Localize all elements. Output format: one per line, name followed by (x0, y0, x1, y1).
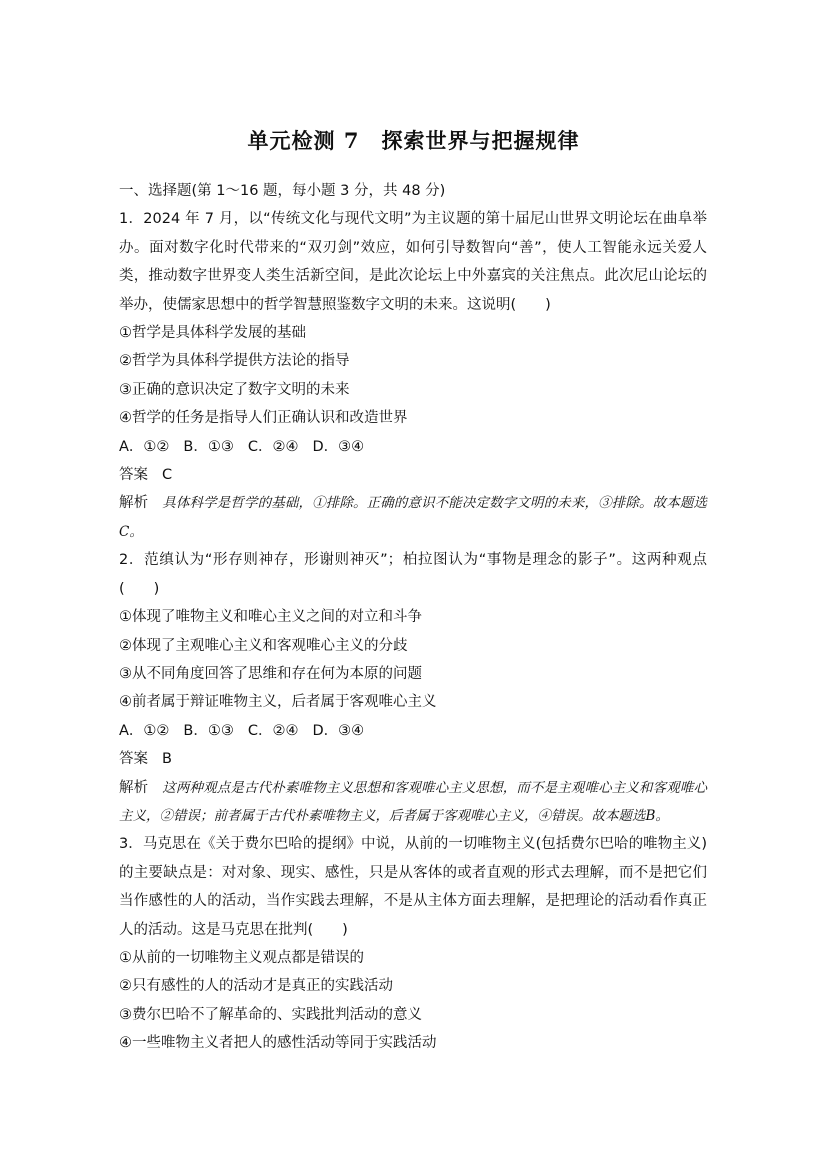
question-item: ②体现了主观唯心主义和客观唯心主义的分歧 (119, 637, 408, 654)
question-item: ③费尔巴哈不了解革命的、实践批判活动的意义 (119, 1006, 422, 1023)
option-a: A．①② (119, 438, 170, 455)
page-title: 单元检测 7 探索世界与把握规律 (247, 128, 580, 153)
question-item: ①从前的一切唯物主义观点都是错误的 (119, 949, 364, 966)
option-c: C．②④ (247, 722, 299, 739)
analysis-block (119, 774, 707, 831)
analysis-text: 这两种观点是古代朴素唯物主义思想和客观唯心主义思想，而不是主观唯心主义和客观唯心主义，②错误；前者属于古代朴素唯物主义，后者属于客观唯心主义，④错误。故本题选B。 (119, 779, 708, 824)
question-stem: 2．范缜认为“形存则神存，形谢则神灭”；柏拉图认为“事物是理念的影子”。这两种观点( ) (119, 552, 707, 597)
question-1 (119, 205, 707, 546)
question-item: ④哲学的任务是指导人们正确认识和改造世界 (119, 410, 408, 427)
answer-line (119, 461, 707, 489)
question-item: ③从不同角度回答了思维和存在何为本原的问题 (119, 665, 422, 682)
answer-options (119, 717, 707, 745)
question-item: ①哲学是具体科学发展的基础 (119, 325, 306, 342)
analysis-label: 解析 (119, 779, 149, 796)
answer-value: C (162, 467, 173, 484)
question-item: ①体现了唯物主义和唯心主义之间的对立和斗争 (119, 609, 422, 626)
question-item: ②只有感性的人的活动才是真正的实践活动 (119, 978, 393, 995)
option-d: D．③④ (312, 438, 365, 455)
option-b: B．①③ (183, 722, 234, 739)
analysis-block (119, 489, 707, 546)
question-3 (119, 830, 707, 1057)
question-item: ③正确的意识决定了数字文明的未来 (119, 381, 350, 398)
answer-label: 答案 (119, 751, 148, 768)
question-2 (119, 546, 707, 830)
question-stem: 1．2024 年 7 月，以“传统文化与现代文明”为主议题的第十届尼山世界文明论坛在曲阜举办。面对数字化时代带来的“双刃剑”效应，如何引导数智向“善”，使人工智能永远关爱人类，推动数字世界变人类生活新空间，是此次论坛上中外嘉宾的关注焦点。此次尼山论坛的举办，使儒家思想中的哲学智慧照鉴数字文明的未来。这说明( ) (119, 211, 707, 313)
answer-options (119, 433, 707, 461)
question-item: ②哲学为具体科学提供方法论的指导 (119, 353, 350, 370)
question-item: ④一些唯物主义者把人的感性活动等同于实践活动 (119, 1035, 437, 1052)
section-heading: 一、选择题(第 1～16 题，每小题 3 分，共 48 分) (119, 183, 446, 199)
answer-value: B (162, 751, 172, 768)
exam-content (119, 177, 707, 1058)
option-d: D．③④ (312, 722, 365, 739)
option-c: C．②④ (247, 438, 299, 455)
option-a: A．①② (119, 722, 170, 739)
option-b: B．①③ (183, 438, 234, 455)
answer-line (119, 745, 707, 773)
question-item: ④前者属于辩证唯物主义，后者属于客观唯心主义 (119, 694, 437, 711)
analysis-text: 具体科学是哲学的基础，①排除。正确的意识不能决定数字文明的未来，③排除。故本题选C。 (119, 495, 708, 540)
answer-label: 答案 (119, 467, 148, 484)
question-stem: 3．马克思在《关于费尔巴哈的提纲》中说，从前的一切唯物主义(包括费尔巴哈的唯物主义)的主要缺点是：对对象、现实、感性，只是从客体的或者直观的形式去理解，而不是把它们当作感性的人的活动，当作实践去理解，不是从主体方面去理解，是把理论的活动看作真正人的活动。这是马克思在批判( ) (119, 836, 707, 938)
analysis-label: 解析 (119, 495, 149, 512)
